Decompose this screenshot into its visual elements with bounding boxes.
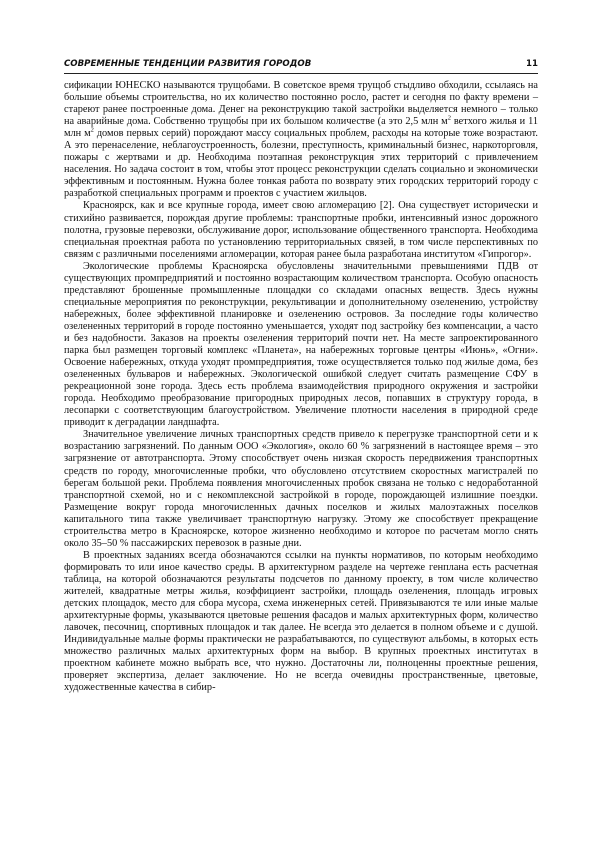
paragraph-5: В проектных заданиях всегда обозначаются ссылки на пункты нормативов, по которым необходимо формировать то или иное качество среды. В архитектурном разделе на чертеже генплана есть расчетная таблица, на которой обозначаются результаты подсчетов по данному проекту, в том числе количество жителей, квадратные метры жилья, коэффициент застройки, площадь озеленения, площадь игровых детских площадок, место для сбора мусора, схема инженерных сетей. Привязываются те или иные малые архитектурные формы, указываются цветовые решения фасадов и малых архитектурных форм, количество лавочек, песочниц, спортивных площадок и так далее. Не всегда это делается в полном объеме и с душой. Индивидуальные малые формы практически не разрабатываются, по существуют альбомы, в которых есть множество различных малых архитектурных форм на выбор. В крупных проектных институтах в проектном кабинете можно выбрать все, что нужно. Достаточны ли, полноценны проектные решения, проверяет экспертиза, делает заключение. Но не всегда очевидны пространственные, цветовые, художественные качества в сибир- — [64, 549, 538, 694]
superscript-2b: 2 — [90, 126, 94, 134]
paragraph-1-part-c: домов первых серий) порождают массу социальных проблем, расходы на которые тоже возрастают. А это перенаселение, неблагоустроенность, болезни, преступность, криминальный бизнес, наркоторговля, пожары с жертвами и др. Необходима поэтапная реконструкция этих территорий с привлечением населения. Но задача состоит в том, чтобы этот процесс реконструкции сделать социально и экономически эффективным и постоянным. Нужна более тонкая работа по возврату этих городских территорий городу с разработкой специальных программ и проектов с участием жильцов. — [64, 128, 538, 200]
running-header-title: СОВРЕМЕННЫЕ ТЕНДЕНЦИИ РАЗВИТИЯ ГОРОДОВ — [64, 59, 312, 69]
paragraph-1-part-b: ветхого жилья и 11 млн м — [64, 116, 538, 140]
running-header — [64, 59, 538, 73]
paragraph-1 — [64, 80, 538, 200]
superscript-2a: 2 — [447, 114, 451, 122]
paragraph-2: Красноярск, как и все крупные города, имеет свою агломерацию [2]. Она существует исторически и стихийно развивается, порождая другие проблемы: транспортные пробки, интенсивный износ дорожного полотна, грузовые перевозки, обслуживание дорог, использование общественного транспорта. Необходима специальная проектная работа по установлению территориальных связей, в том числе перспективных по связям с различными поселениями агломерации, которая ранее была разработана институтом «Гипрогор». — [64, 200, 538, 260]
paragraph-1-part-a: сификации ЮНЕСКО называются трущобами. В советское время трущоб стыдливо обходили, ссылаясь на большие объемы строительства, но их количество постоянно росло, растет и сегодня по факту времени – стареют ранее построенные дома. Денег на реконструкцию такой застройки выделяется немного – только на аварийные дома. Собственно трущобы при их большом количестве (а это 2,5 млн м — [64, 80, 538, 128]
paragraph-4: Значительное увеличение личных транспортных средств привело к перегрузке транспортной сети и к возрастанию загрязнений. По данным ООО «Экология», около 60 % загрязнений в настоящее время – это загрязнение от автотранспорта. Этому способствует очень низкая скорость передвижения транспортных средств по городу, многочисленные пробки, что обусловлено отсутствием скоростных магистралей по берегам большой реки. Проблема появления многочисленных пробок связана не только с недоработанной транспортной схемой, но и с некомплексной застройкой в городе, порождающей излишние поездки. Размещение вокруг города многочисленных дачных поселков и жилых малоэтажных поселков капитального типа также увеличивает транспортную нагрузку. Этому же способствует прекращение строительства метро в Красноярске, которое жизненно необходимо и которое по расчетам могло снять около 35–50 % пассажирских перевозок в разные дни. — [64, 429, 538, 549]
paragraph-3: Экологические проблемы Красноярска обусловлены значительными превышениями ПДВ от существующих промпредприятий и постоянно возрастающим количеством транспорта. Особую опасность представляют брошенные промышленные площадки со складами опасных веществ. Здесь нужны специальные мероприятия по реконструкции, рекультивации и дополнительному озеленению, устройству набережных, более эффективной планировке и озеленению островов. За последние годы количество озелененных территорий в городе постоянно уменьшается, уходят под застройку без компенсации, а часто и без надобности. Заказов на проекты озеленения территорий почти нет. На месте запроектированного парка был размещен торговый комплекс «Планета», на набережных торговые центры «Июнь», «Огни». Освоение набережных, откуда уходят промпредприятия, тоже осуществляется только под жилые дома, без озелененных бульваров и набережных. Экологической ошибкой следует считать размещение СФУ в рекреационной зоне города. Здесь есть проблема взаимодействия природного окружения и застройки города. Необходимо преобразование пригородных природных лесов, попавших в структуру города, в лесопарки с соответствующим благоустройством. Увеличение плотности населения в природной среде приводит к деградации ландшафта. — [64, 260, 538, 429]
body-text — [64, 80, 538, 694]
header-rule — [64, 73, 538, 74]
page-number: 11 — [526, 59, 538, 69]
